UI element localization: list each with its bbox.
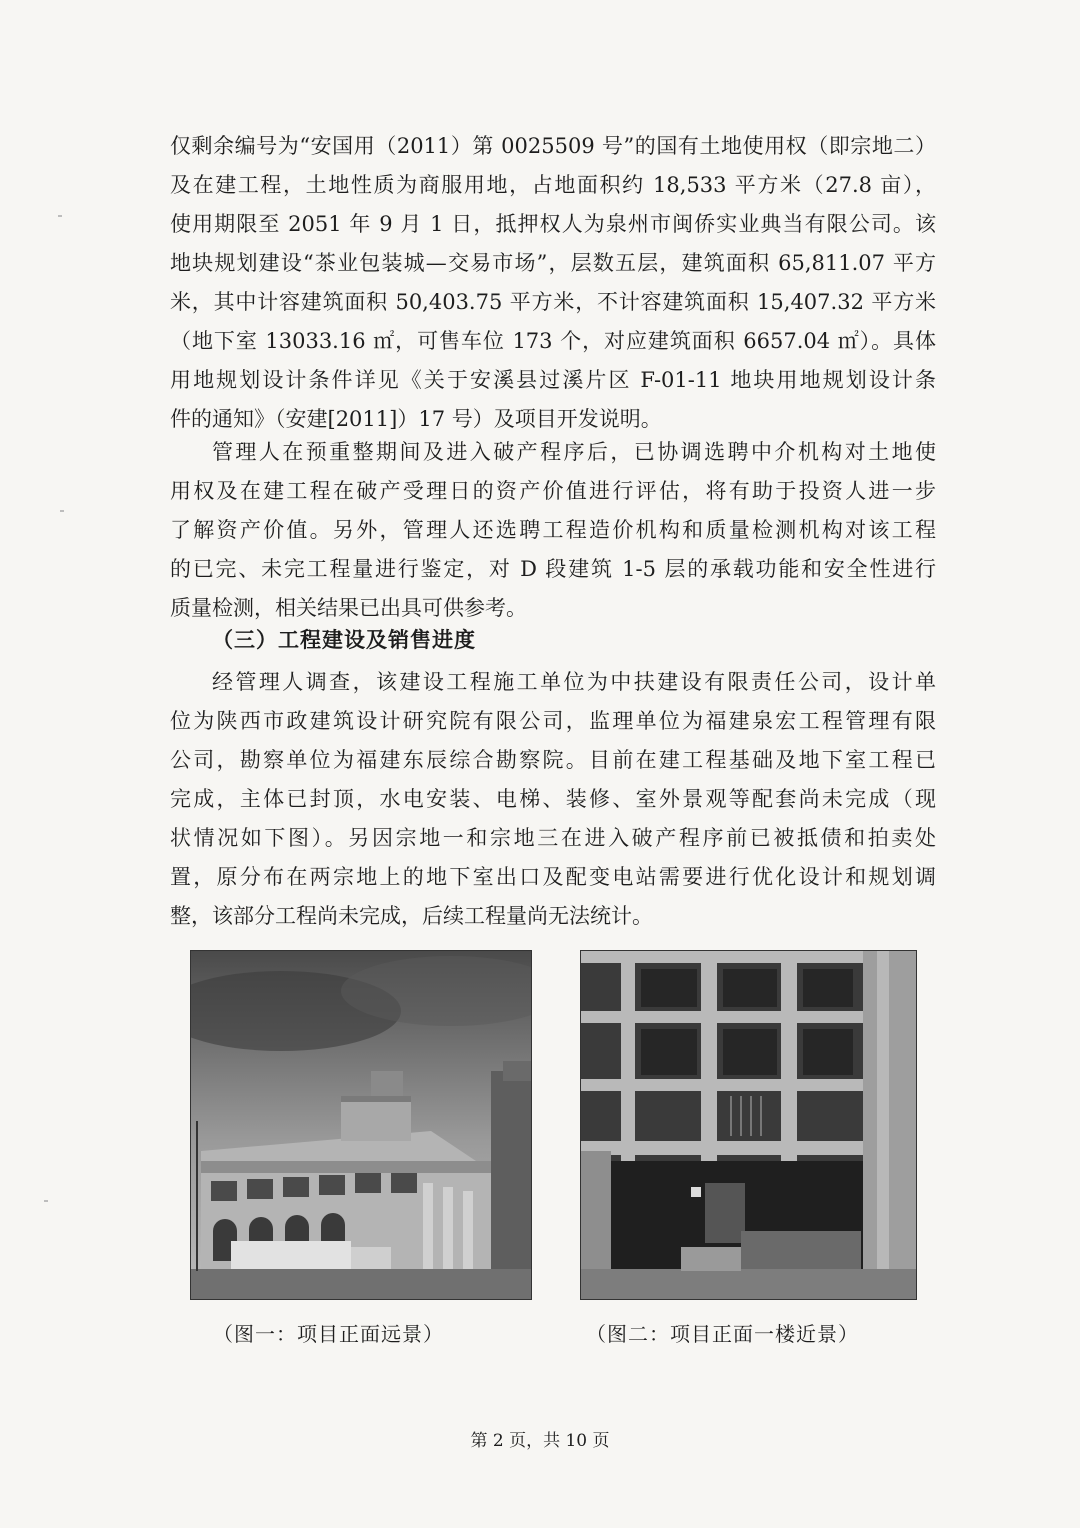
text-line: 经管理人调查，该建设工程施工单位为中扶建设有限责任公司，设计单 (212, 670, 936, 694)
text-line: 质量检测，相关结果已出具可供参考。 (170, 596, 527, 620)
figure-1-photo (190, 950, 532, 1300)
text-line: 及在建工程，土地性质为商服用地，占地面积约 18,533 平方米（27.8 亩）， (170, 173, 936, 197)
text-line: 件的通知》（安建[2011]）17 号）及项目开发说明。 (170, 407, 662, 431)
paragraph-land-info (170, 127, 936, 439)
text-line: 置，原分布在两宗地上的地下室出口及配变电站需要进行优化设计和规划调 (170, 865, 936, 889)
text-line: 管理人在预重整期间及进入破产程序后，已协调选聘中介机构对土地使 (212, 440, 936, 464)
text-line: （地下室 13033.16 ㎡，可售车位 173 个，对应建筑面积 6657.04 ㎡）。具体 (170, 329, 936, 353)
text-line: 地块规划建设“茶业包装城—交易市场”，层数五层，建筑面积 65,811.07 平方 (170, 251, 936, 275)
text-line: 的已完、未完工程量进行鉴定，对 D 段建筑 1-5 层的承载功能和安全性进行 (170, 557, 936, 581)
text-line: 公司，勘察单位为福建东辰综合勘察院。目前在建工程基础及地下室工程已 (170, 748, 936, 772)
figure-2-caption: （图二：项目正面一楼近景） (586, 1322, 859, 1346)
section-heading: （三）工程建设及销售进度 (212, 627, 476, 652)
figure-1-caption: （图一：项目正面远景） (213, 1322, 444, 1346)
text-line: 用权及在建工程在破产受理日的资产价值进行评估，将有助于投资人进一步 (170, 479, 936, 503)
paragraph-construction-progress (170, 663, 936, 936)
text-line: 位为陕西市政建筑设计研究院有限公司，监理单位为福建泉宏工程管理有限 (170, 709, 936, 733)
text-line: 使用期限至 2051 年 9 月 1 日，抵押权人为泉州市闽侨实业典当有限公司。该 (170, 212, 936, 236)
text-line: 了解资产价值。另外，管理人还选聘工程造价机构和质量检测机构对该工程 (170, 518, 936, 542)
text-line: 完成，主体已封顶，水电安装、电梯、装修、室外景观等配套尚未完成（现 (170, 787, 936, 811)
text-line: 仅剩余编号为“安国用（2011）第 0025509 号”的国有土地使用权（即宗地二） (170, 134, 936, 158)
text-line: 米，其中计容建筑面积 50,403.75 平方米，不计容建筑面积 15,407.32 平方米 (170, 290, 936, 314)
page-number-footer: 第 2 页，共 10 页 (470, 1431, 610, 1451)
text-line: 状情况如下图）。另因宗地一和宗地三在进入破产程序前已被抵债和拍卖处 (170, 826, 936, 850)
text-line: 用地规划设计条件详见《关于安溪县过溪片区 F-01-11 地块用地规划设计条 (170, 368, 936, 392)
figure-2-photo (580, 950, 917, 1300)
text-line: 整，该部分工程尚未完成，后续工程量尚无法统计。 (170, 904, 653, 928)
paragraph-manager-assessment (170, 433, 936, 628)
